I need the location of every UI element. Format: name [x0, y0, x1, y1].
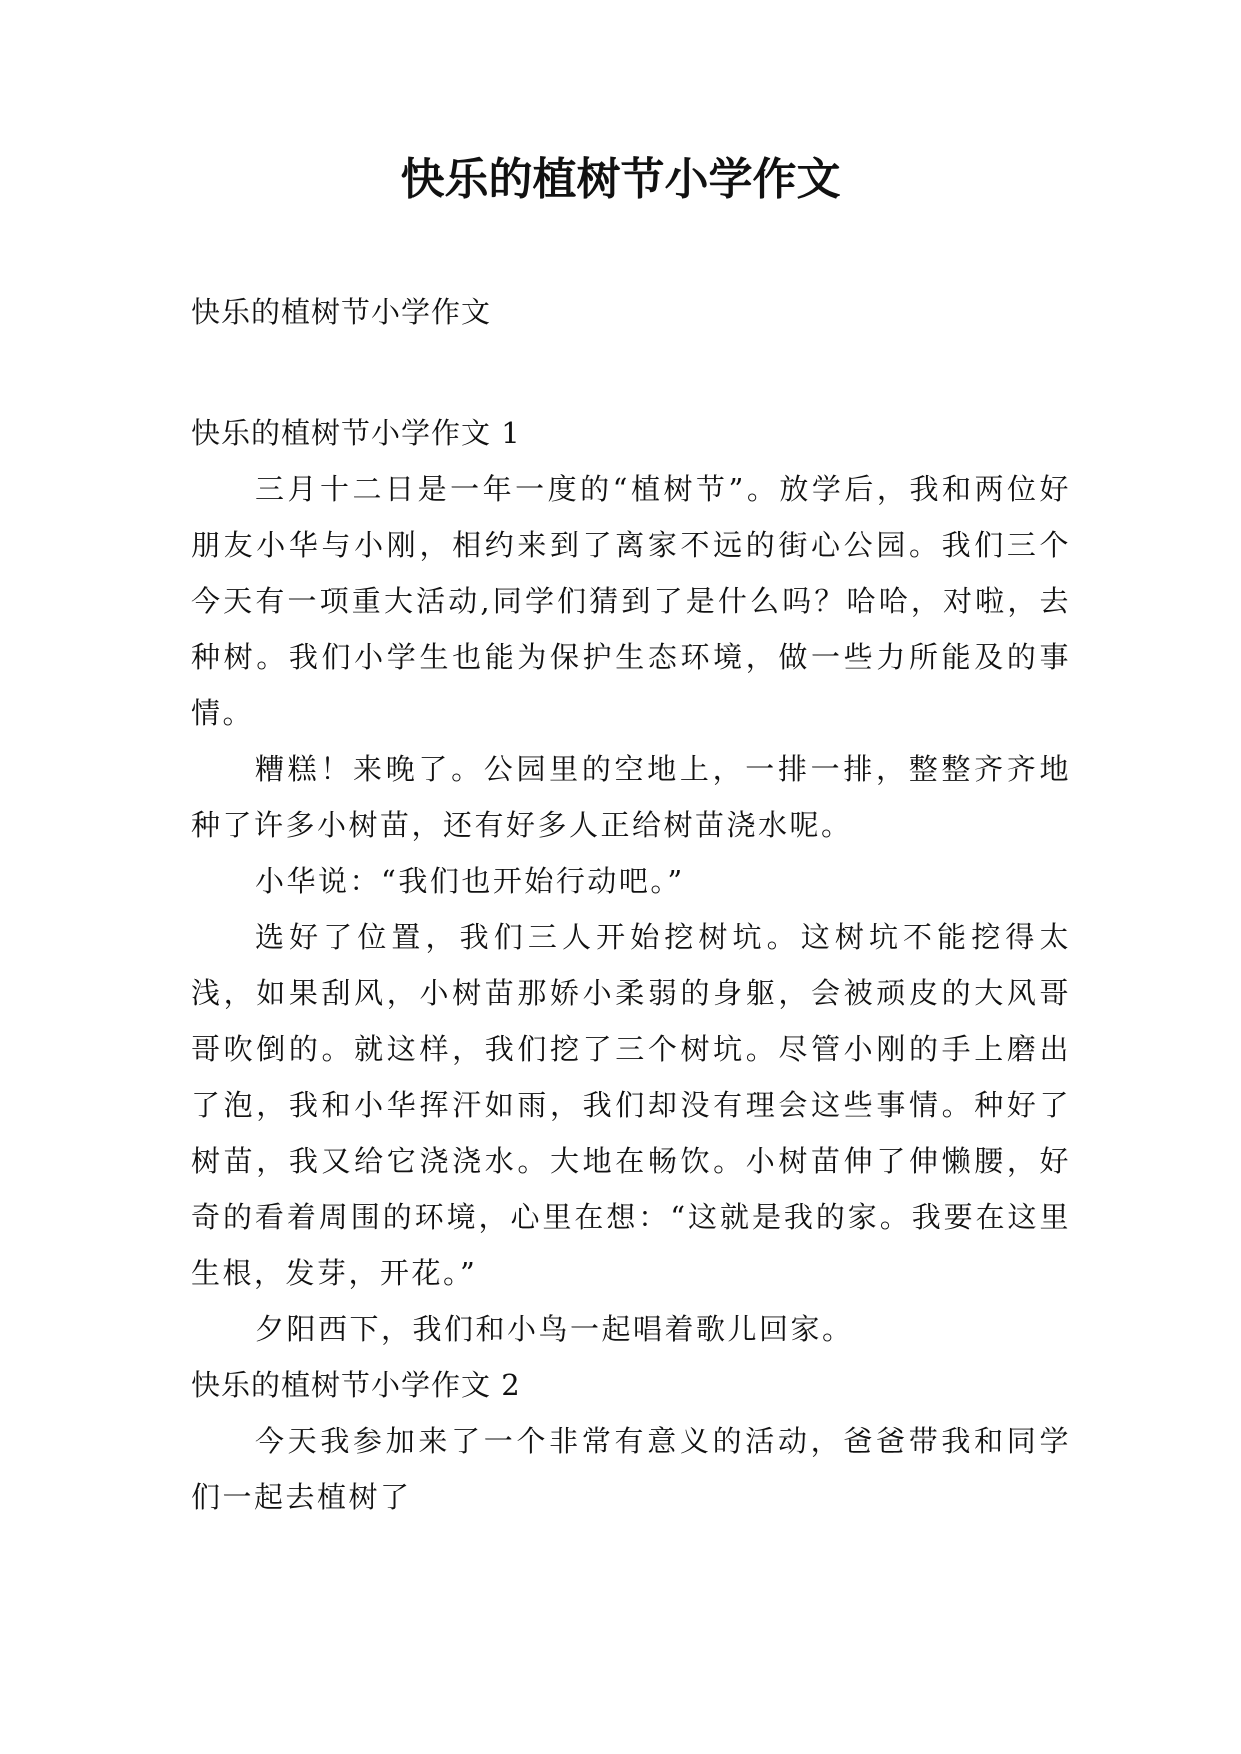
document-body: [191, 405, 1071, 1525]
section-heading: 快乐的植树节小学作文 2: [191, 1368, 521, 1402]
document-subtitle: 快乐的植树节小学作文: [191, 295, 492, 329]
paragraph: 三月十二日是一年一度的“植树节”。放学后，我和两位好朋友小华与小刚，相约来到了离家不远的街心公园。我们三个今天有一项重大活动,同学们猜到了是什么吗？哈哈，对啦，去种树。我们小学生也能为保护生态环境，做一些力所能及的事情。: [191, 472, 1071, 730]
section-heading: 快乐的植树节小学作文 1: [191, 416, 521, 450]
paragraph: 今天我参加来了一个非常有意义的活动，爸爸带我和同学们一起去植树了: [191, 1424, 1071, 1514]
paragraph: 小华说：“我们也开始行动吧。”: [255, 864, 685, 898]
document-title: 快乐的植树节小学作文: [400, 154, 841, 205]
paragraph: 选好了位置，我们三人开始挖树坑。这树坑不能挖得太浅，如果刮风，小树苗那娇小柔弱的身躯，会被顽皮的大风哥哥吹倒的。就这样，我们挖了三个树坑。尽管小刚的手上磨出了泡，我和小华挥汗如雨，我们却没有理会这些事情。种好了树苗，我又给它浇浇水。大地在畅饮。小树苗伸了伸懒腰，好奇的看着周围的环境，心里在想：“这就是我的家。我要在这里生根，发芽，开花。”: [191, 920, 1071, 1290]
paragraph: 夕阳西下，我们和小鸟一起唱着歌儿回家。: [255, 1312, 854, 1346]
essay-section-2: [191, 1357, 1071, 1525]
paragraph: 糟糕！来晚了。公园里的空地上，一排一排，整整齐齐地种了许多小树苗，还有好多人正给树苗浇水呢。: [191, 752, 1071, 842]
essay-section-1: [191, 405, 1071, 1357]
